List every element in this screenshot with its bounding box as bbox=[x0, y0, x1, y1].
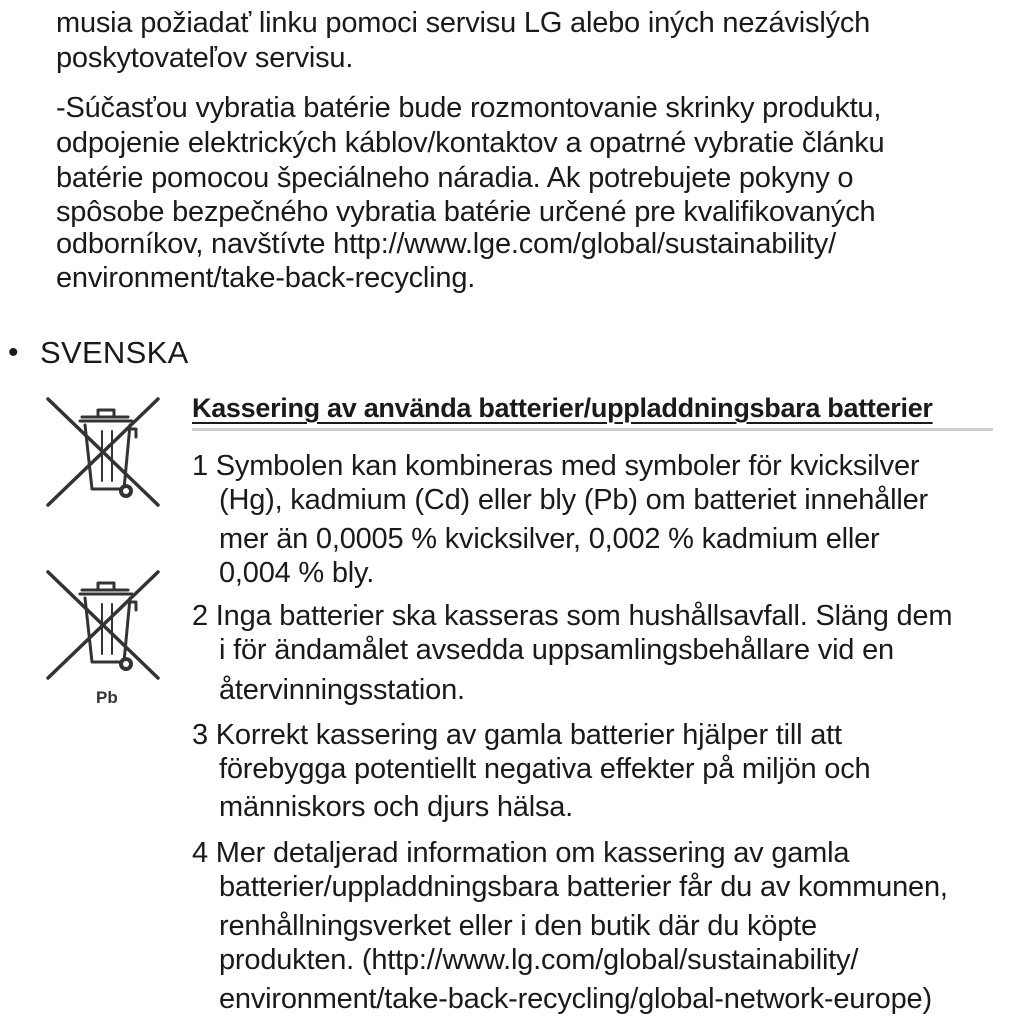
pb-label: Pb bbox=[96, 688, 118, 707]
slovak-paragraph-line: odpojenie elektrických káblov/kontaktov a opatrné vybratie článku bbox=[56, 127, 885, 159]
list-item-line: förebygga potentiellt negativa effekter på miljön och bbox=[219, 753, 871, 785]
list-item-line: batterier/uppladdningsbara batterier får du av kommunen, bbox=[219, 871, 948, 903]
list-item-line: människors och djurs hälsa. bbox=[219, 791, 574, 823]
crossed-out-wheelie-bin-pb-icon bbox=[40, 570, 166, 688]
slovak-paragraph-line: spôsobe bezpečného vybratia batérie určené pre kvalifikovaných bbox=[56, 196, 876, 228]
list-item-line: (Hg), kadmium (Cd) eller bly (Pb) om batteriet innehåller bbox=[219, 484, 929, 516]
slovak-continuation-line: poskytovateľov servisu. bbox=[56, 42, 354, 74]
list-item-line: 3 Korrekt kassering av gamla batterier hjälper till att bbox=[192, 719, 842, 751]
crossed-out-wheelie-bin-icon bbox=[40, 393, 166, 513]
list-item-line: produkten. (http://www.lg.com/global/sustainability/ bbox=[219, 944, 859, 976]
slovak-continuation-line: musia požiadať linku pomoci servisu LG alebo iných nezávislých bbox=[56, 7, 871, 39]
slovak-paragraph-line: -Súčasťou vybratia batérie bude rozmontovanie skrinky produktu, bbox=[56, 92, 882, 124]
slovak-paragraph-line: odborníkov, navštívte http://www.lge.com/global/sustainability/ bbox=[56, 228, 836, 260]
list-item-line: 1 Symbolen kan kombineras med symboler för kvicksilver bbox=[192, 450, 920, 482]
section-bullet: • bbox=[8, 336, 19, 369]
list-item-line: i för ändamålet avsedda uppsamlingsbehållare vid en bbox=[219, 634, 894, 666]
list-item-line: 4 Mer detaljerad information om kassering av gamla bbox=[192, 837, 850, 869]
list-item-line: mer än 0,0005 % kvicksilver, 0,002 % kadmium eller bbox=[219, 523, 880, 555]
slovak-paragraph-line: environment/take-back-recycling. bbox=[56, 262, 476, 294]
slovak-paragraph-line: batérie pomocou špeciálneho náradia. Ak potrebujete pokyny o bbox=[56, 162, 854, 194]
section-heading-svenska: SVENSKA bbox=[40, 335, 189, 370]
list-item-line: 2 Inga batterier ska kasseras som hushållsavfall. Släng dem bbox=[192, 600, 953, 632]
list-item-line: renhållningsverket eller i den butik där du köpte bbox=[219, 910, 817, 942]
list-item-line: återvinningsstation. bbox=[219, 674, 465, 706]
list-item-line: 0,004 % bly. bbox=[219, 557, 375, 589]
list-item-line: environment/take-back-recycling/global-network-europe) bbox=[219, 983, 932, 1015]
subheading-underline bbox=[192, 428, 993, 431]
section-subheading: Kassering av använda batterier/uppladdningsbara batterier bbox=[192, 393, 933, 423]
